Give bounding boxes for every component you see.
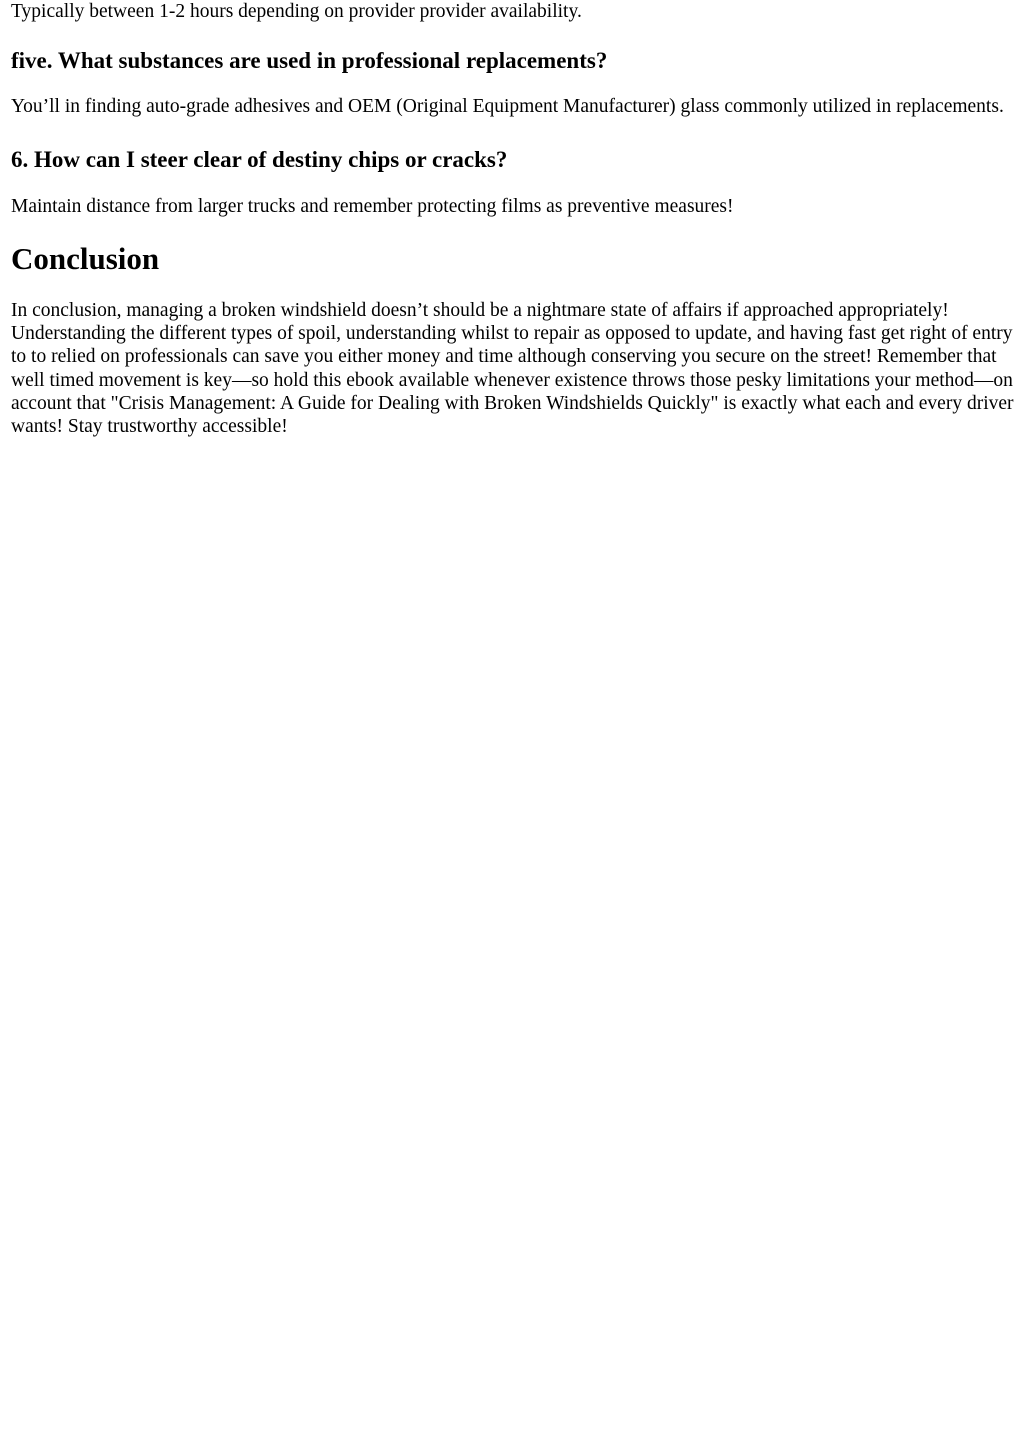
document-page [0, 0, 1024, 439]
faq-answer-4: Typically between 1-2 hours depending on provider provider availability. [11, 1, 582, 22]
faq-question-6: 6. How can I steer clear of destiny chips or cracks? [11, 146, 508, 172]
faq-question-5: five. What substances are used in professional replacements? [11, 48, 608, 74]
faq-answer-5: You’ll in finding auto-grade adhesives and OEM (Original Equipment Manufacturer) glass commonly utilized in replacements. [11, 96, 1004, 118]
conclusion-paragraph: In conclusion, managing a broken windshield doesn’t should be a nightmare state of affairs if approached appropriately! Understanding the different types of spoil, understanding whilst to repair as opposed to update, and having fast get right of entry to to relied on professionals can save you either money and time although conserving you secure on the street! Remember that well timed movement is key—so hold this ebook available whenever existence throws those pesky limitations your method—on account that "Crisis Management: A Guide for Dealing with Broken Windshields Quickly" is exactly what each and every driver wants! Stay trustworthy accessible! [11, 299, 1014, 438]
conclusion-heading: Conclusion [11, 240, 160, 276]
faq-answer-6: Maintain distance from larger trucks and remember protecting films as preventive measures! [11, 195, 734, 217]
